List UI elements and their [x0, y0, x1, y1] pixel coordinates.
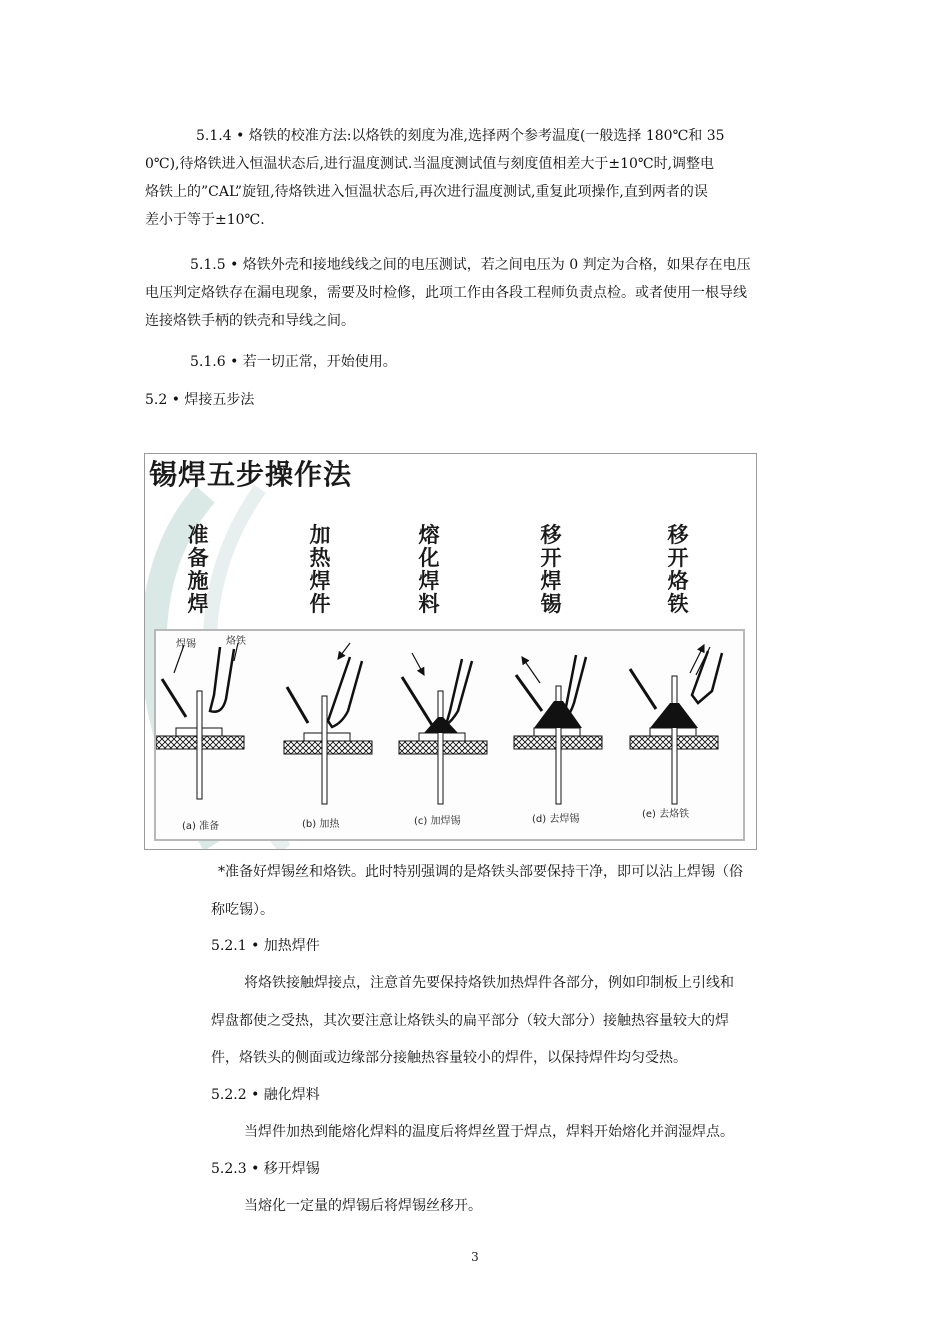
section-523-heading: 5.2.3 • 移开焊锡	[211, 1161, 320, 1177]
section-522-heading: 5.2.2 • 融化焊料	[211, 1087, 320, 1103]
section-521-line3: 件，烙铁头的侧面或边缘部分接触热容量较小的焊件，以保持焊件均匀受热。	[211, 1050, 687, 1066]
para-514-line4: 差小于等于±10℃.	[145, 212, 265, 228]
step-label-4: 移 开 焊 锡	[540, 523, 562, 616]
step-c-drawing	[399, 653, 487, 804]
step-label-5: 移 开 烙 铁	[667, 523, 689, 616]
diagram-panel	[154, 629, 745, 841]
section-521-line2: 焊盘都使之受热，其次要注意让烙铁头的扁平部分（较大部分）接触热容量较大的焊	[211, 1013, 729, 1029]
para-515-line3: 连接烙铁手柄的铁壳和导线之间。	[145, 313, 355, 329]
step-a-drawing	[156, 643, 244, 799]
section-52-heading: 5.2 • 焊接五步法	[145, 392, 255, 408]
para-514-line1: 5.1.4 • 烙铁的校准方法:以烙铁的刻度为准,选择两个参考温度(一般选择 180℃和 35	[196, 128, 725, 144]
caption-a: (a) 准备	[182, 821, 220, 832]
caption-d: (d) 去焊锡	[532, 814, 580, 825]
caption-e: (e) 去烙铁	[642, 809, 690, 820]
five-step-figure	[144, 453, 757, 850]
section-523-line1: 当熔化一定量的焊锡后将焊锡丝移开。	[244, 1198, 482, 1214]
para-515-line1: 5.1.5 • 烙铁外壳和接地线线之间的电压测试，若之间电压为 0 判定为合格，如果存在电压	[190, 257, 751, 273]
step-d-drawing	[514, 655, 602, 804]
step-label-3: 熔 化 焊 料	[418, 523, 440, 616]
section-522-line1: 当焊件加热到能熔化焊料的温度后将焊丝置于焊点，焊料开始熔化并润湿焊点。	[244, 1124, 734, 1140]
step-label-1: 准 备 施 焊	[187, 523, 209, 616]
para-516: 5.1.6 • 若一切正常，开始使用。	[190, 354, 397, 370]
label-solder: 焊锡	[176, 639, 196, 650]
note-line2: 称吃锡）。	[211, 902, 274, 918]
caption-b: (b) 加热	[302, 819, 340, 830]
figure-title: 锡焊五步操作法	[149, 458, 353, 491]
step-b-drawing	[284, 643, 372, 804]
step-label-2: 加 热 焊 件	[309, 523, 331, 616]
para-514-line3: 烙铁上的”CAL”旋钮,待烙铁进入恒温状态后,再次进行温度测试,重复此项操作,直到两者的误	[145, 184, 708, 200]
page-number: 3	[471, 1250, 479, 1264]
section-521-heading: 5.2.1 • 加热焊件	[211, 938, 320, 954]
section-521-line1: 将烙铁接触焊接点，注意首先要保持烙铁加热焊件各部分，例如印制板上引线和	[244, 975, 734, 991]
step-e-drawing	[630, 645, 722, 804]
para-515-line2: 电压判定烙铁存在漏电现象，需要及时检修，此项工作由各段工程师负责点检。或者使用一根导线	[145, 285, 747, 301]
para-514-line2: 0℃),待烙铁进入恒温状态后,进行温度测试.当温度测试值与刻度值相差大于±10℃时,调整电	[145, 156, 715, 172]
caption-c: (c) 加焊锡	[414, 816, 461, 827]
label-iron: 烙铁	[226, 636, 246, 647]
note-line1: *准备好焊锡丝和烙铁。此时特别强调的是烙铁头部要保持干净，即可以沾上焊锡（俗	[218, 864, 743, 880]
